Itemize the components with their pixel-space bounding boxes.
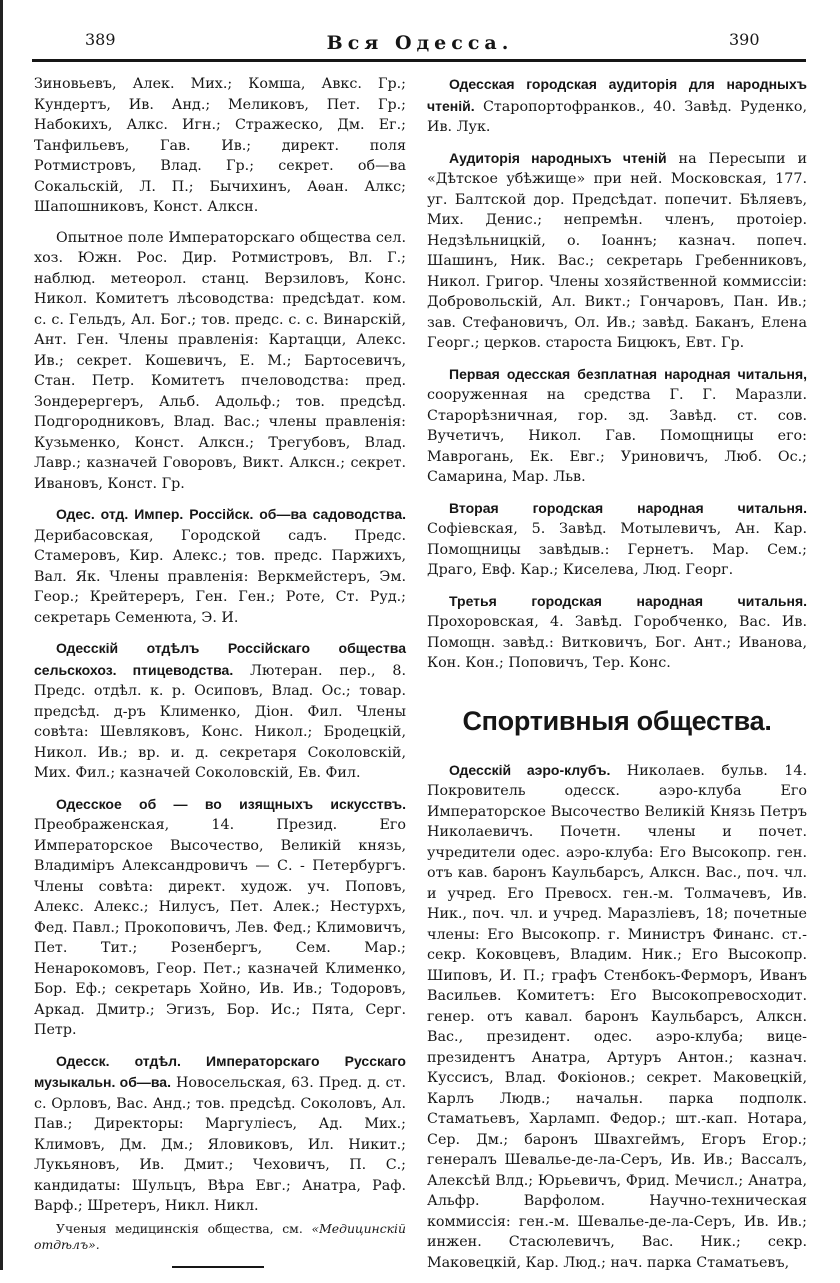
right-column <box>427 74 807 1283</box>
section-title-sports: Спортивныя общества. <box>462 705 772 736</box>
entry-horticulture-society: Одес. отд. Импер. Россійск. об—ва садоводства. Дерибасовская, Городской садъ. Предс. Стамеровъ, Кир. Алекс.; тов. предс. Паржихъ, Вал. Як. Члены правленія: Веркмейстеръ, Эм. Геор.; Крейтереръ, Ген. Ген.; Роте, Ст. Руд.; секретарь Семенюта, Э. И. <box>34 506 406 626</box>
entry-heading: Одесскій отдѣлъ Россійскаго общества сельскохоз. птицеводства. <box>34 640 406 678</box>
header-rule <box>32 59 806 62</box>
entry-music-society: Одесск. отдѣл. Императорскаго Русскаго музыкальн. об—ва. Новосельская, 63. Пред. д. ст. с. Орловъ, Вас. Анд.; тов. предсѣд. Соколовъ, Ал. Пав.; Директоры: Маргуліесъ, Ад. Мих.; Климовъ, Дм. Дм.; Яловиковъ, Ил. Никит.; Лукьяновъ, Ив. Дмит.; Чеховичъ, П. С.; кандидаты: Шульцъ, Вѣра Евг.; Анатра, Раф. Варф.; Шретеръ, Никл. Никл. <box>34 1052 407 1214</box>
entry-heading: Вторая городская народная читальня. <box>449 499 807 516</box>
running-title: Вся Одесса. <box>326 32 514 54</box>
entry-continued-members: Зиновьевъ, Алек. Мих.; Комша, Авкс. Гр.; Кундертъ, Ив. Анд.; Меликовъ, Пет. Гр.; Набокихъ, Алкс. Игн.; Стражеско, Дм. Ег.; Танфильевъ, Гав. Ив.; директ. поля Ротмистровъ, Влад. Гр.; секрет. об—ва Сокальскій, Л. П.; Бычихинъ, Аѳан. Алкс; Шапошниковъ, Конст. Алксн. <box>34 76 406 215</box>
entry-first-reading-room: Первая одесская безплатная народная читальня, сооруженная на средства Г. Г. Маразли. Старорѣзничная, гор. зд. Завѣд. ст. сов. Вучетичъ, Никол. Гав. Помощницы его: Маврогань, Ек. Евг.; Уриновичъ, Люб. Ос.; Самарина, Мар. Льв. <box>427 365 807 485</box>
entry-aero-club: Одесскій аэро-клубъ. Николаев. бульв. 14. Покровитель одесск. аэро-клуба Его Императорское Высочество Великій Князь Петръ Николаевичъ. Почетн. члены и почет. учредители одес. аэро-клуба: Его Высокопр. ген. отъ кав. баронъ Каульбарсъ, Алксн. Вас., поч. чл. и учред. Его Превосх. ген.-м. Толмачевъ, Ив. Ник., поч. чл. и учред. Маразліевъ, 18; почетные члены: Его Высокопр. г. Министръ Финанс. ст.-секр. Коковцевъ, Владим. Ник.; Его Высокопр. Шиповъ, И. П.; графъ Стенбокъ-Ферморъ, Иванъ Васильев. Комитетъ: Его Высокопревосходит. генер. отъ кавал. баронъ Каульбарсъ, Алксн. Вас., президент. одес. аэро-клуба; вице-президентъ Анатра, Артуръ Антон.; казнач. Куссисъ, Влад. Фокіонов.; секрет. Маковецкій, Карлъ Людв.; начальн. парка подполк. Стаматьевъ, Харламп. Федор.; шт.-кап. Нотара, Сер. Дм.; баронъ Швахгеймъ, Егоръ Егор.; генералъ Шевалье-де-ла-Серъ, Ив. Ив.; Вассалъ, Алексѣй Влд.; Юрьевичъ, Фрид. Мечисл.; Анатра, Альфр. Варфолом. Научно-техническая коммиссія: ген.-м. Шевалье-де-ла-Серъ, Ив. Ив.; инжен. Стасюлевичъ, Вас. Ник.; секр. Маковецкій, Кар. Люд.; нач. парка Стаматьевъ, <box>427 761 807 1271</box>
left-page-number: 389 <box>85 30 116 49</box>
left-column <box>34 74 406 1268</box>
entry-heading: Третья городская народная читальня. <box>449 592 807 609</box>
entry-poultry-society: Одесскій отдѣлъ Россійскаго общества сельскохоз. птицеводства. Лютеран. пер., 8. Предс. отдѣл. к. р. Осиповъ, Влад. Ос.; товар. предсѣд. д-ръ Клименко, Діон. Фил. Члены совѣта: Шевляковъ, Конс. Никол.; Бродецкій, Никол. Ив.; вр. и. д. секретаря Соколовскій, Мих. Фил.; казначей Соколовскій, Ев. Фил. <box>34 640 406 781</box>
page-spine-edge <box>0 0 3 1270</box>
cross-reference-link: «Медицинскій отдѣлъ». <box>34 1220 406 1252</box>
entry-experimental-field: Опытное поле Императорскаго общества сел. хоз. Южн. Рос. Дир. Ротмистровъ, Вл. Г.; наблюд. метеорол. станц. Верзиловъ, Конс. Никол. Комитетъ лѣсоводства: предсѣдат. ком. с. с. Гельдъ, Ал. Бог.; тов. предс. с. с. Винарскій, Ант. Ген. Члены правленія: Картацци, Алекс. Ив.; секрет. Кошевичъ, Е. М.; Бартосевичъ, Стан. Петр. Комитетъ пчеловодства: пред. Зондерергеръ, Альб. Адольф.; тов. предсѣд. Подгородниковъ, Влад. Вас.; члены правленія: Кузьменко, Конст. Алксн.; Трегубовъ, Влад. Лавр.; казначей Говоровъ, Викт. Алксн.; секрет. Ивановъ, Конст. Гр. <box>34 229 406 492</box>
entry-third-reading-room: Третья городская народная читальня. Прохоровская, 4. Завѣд. Горобченко, Вас. Ив. Помощн. завѣд.: Витковичъ, Бог. Ант.; Иванова, Кон. Кон.; Поповичъ, Тер. Конс. <box>427 592 807 671</box>
cross-reference-note: Ученыя медицинскія общества, см. «Медицинскій отдѣлъ». <box>34 1220 406 1252</box>
entry-city-auditorium: Одесская городская аудиторія для народныхъ чтеній. Старопортофранков., 40. Завѣд. Руденко, Ив. Лук. <box>427 76 807 135</box>
column-end-rule <box>172 1266 264 1268</box>
entry-heading: Первая одесская безплатная народная читальня, <box>449 365 807 382</box>
entry-heading: Одесск. отдѣл. Императорскаго Русскаго музыкальн. об—ва. <box>34 1052 406 1090</box>
entry-heading: Одес. отд. Импер. Россійск. об—ва садоводства. <box>56 506 406 522</box>
entry-heading: Одесскій аэро-клубъ. <box>449 761 611 778</box>
entry-second-reading-room: Вторая городская народная читальня. Софіевская, 5. Завѣд. Мотылевичъ, Ан. Кар. Помощницы завѣдыв.: Гернетъ. Мар. Сем.; Драго, Евф. Кар.; Киселева, Люд. Георг. <box>427 499 807 578</box>
entry-heading: Аудиторія народныхъ чтеній <box>449 149 667 166</box>
entry-heading: Одесское об — во изящныхъ искусствъ. <box>56 795 406 812</box>
page-header <box>0 0 840 62</box>
right-page-number: 390 <box>729 30 760 49</box>
entry-heading: Одесская городская аудиторія для народныхъ чтеній. <box>427 76 807 114</box>
entry-fine-arts-society: Одесское об — во изящныхъ искусствъ. Преображенская, 14. Презид. Его Императорское Высочество, Великій князь, Владиміръ Александровичъ — С. - Петербургъ. Члены совѣта: директ. худож. уч. Поповъ, Алекс. Алекс.; Нилусъ, Пет. Алек.; Нестурхъ, Фед. Павл.; Прокоповичъ, Лев. Фед.; Климовичъ, Пет. Тит.; Розенбергъ, Сем. Мар.; Ненарокомовъ, Геор. Пет.; казначей Клименко, Бор. Еф.; секретарь Хойно, Ив. Ив.; Тодоровъ, Аркад. Дмитр.; Эгизъ, Бор. Ис.; Пята, Серг. Петр. <box>34 795 407 1038</box>
entry-peresyp-auditorium: Аудиторія народныхъ чтеній на Пересыпи и «Дѣтское убѣжище» при ней. Московская, 177. уг. Балтской дор. Предсѣдат. попечит. Бѣляевъ, Мих. Денис.; непремѣн. членъ, протоіер. Недзѣльницкій, о. Іоаннъ; казнач. попеч. Шашинъ, Ник. Вас.; секретарь Гребенниковъ, Никол. Григор. Члены хозяйственной коммиссіи: Добровольскій, Ал. Викт.; Гончаровъ, Пан. Ив.; зав. Стефановичъ, Ол. Ив.; завѣд. Баканъ, Елена Георг.; церков. староста Бицюкъ, Евт. Гр. <box>427 149 807 351</box>
